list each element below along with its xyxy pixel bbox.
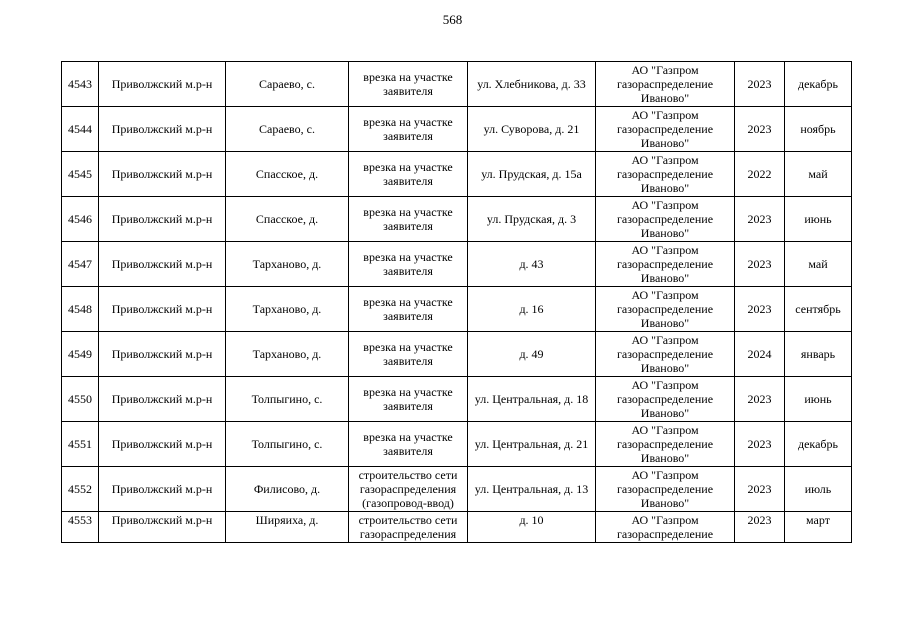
year-cell: 2024 — [735, 332, 785, 377]
locality-cell: Сараево, с. — [226, 107, 349, 152]
organization-cell: АО "Газпром газораспределение Иваново" — [596, 197, 735, 242]
table-row — [62, 287, 852, 332]
locality-cell: Тарханово, д. — [226, 287, 349, 332]
work-type-cell: врезка на участке заявителя — [349, 242, 468, 287]
month-cell: декабрь — [785, 422, 852, 467]
work-type-cell: врезка на участке заявителя — [349, 332, 468, 377]
table-row — [62, 107, 852, 152]
organization-cell: АО "Газпром газораспределение — [596, 512, 735, 543]
year-cell: 2023 — [735, 512, 785, 543]
year-cell: 2023 — [735, 197, 785, 242]
locality-cell: Тарханово, д. — [226, 332, 349, 377]
year-cell: 2023 — [735, 62, 785, 107]
year-cell: 2023 — [735, 422, 785, 467]
month-cell: июнь — [785, 197, 852, 242]
year-cell: 2022 — [735, 152, 785, 197]
locality-cell: Толпыгино, с. — [226, 422, 349, 467]
row-number: 4550 — [62, 377, 99, 422]
row-number: 4545 — [62, 152, 99, 197]
month-cell: июль — [785, 467, 852, 512]
table-row — [62, 62, 852, 107]
month-cell: май — [785, 152, 852, 197]
row-number: 4543 — [62, 62, 99, 107]
district-cell: Приволжский м.р-н — [99, 107, 226, 152]
district-cell: Приволжский м.р-н — [99, 422, 226, 467]
row-number: 4551 — [62, 422, 99, 467]
district-cell: Приволжский м.р-н — [99, 377, 226, 422]
work-type-cell: врезка на участке заявителя — [349, 197, 468, 242]
year-cell: 2023 — [735, 287, 785, 332]
address-cell: ул. Хлебникова, д. 33 — [468, 62, 596, 107]
work-type-cell: строительство сети газораспределения (газопровод-ввод) — [349, 467, 468, 512]
table-row — [62, 512, 852, 543]
month-cell: март — [785, 512, 852, 543]
table-row — [62, 377, 852, 422]
row-number: 4548 — [62, 287, 99, 332]
address-cell: д. 49 — [468, 332, 596, 377]
locality-cell: Филисово, д. — [226, 467, 349, 512]
row-number: 4553 — [62, 512, 99, 543]
address-cell: д. 16 — [468, 287, 596, 332]
district-cell: Приволжский м.р-н — [99, 242, 226, 287]
month-cell: сентябрь — [785, 287, 852, 332]
locality-cell: Сараево, с. — [226, 62, 349, 107]
address-cell: ул. Суворова, д. 21 — [468, 107, 596, 152]
gasification-table — [61, 61, 852, 543]
organization-cell: АО "Газпром газораспределение Иваново" — [596, 287, 735, 332]
work-type-cell: врезка на участке заявителя — [349, 377, 468, 422]
work-type-cell: врезка на участке заявителя — [349, 152, 468, 197]
month-cell: декабрь — [785, 62, 852, 107]
year-cell: 2023 — [735, 107, 785, 152]
month-cell: июнь — [785, 377, 852, 422]
locality-cell: Тарханово, д. — [226, 242, 349, 287]
work-type-cell: врезка на участке заявителя — [349, 287, 468, 332]
work-type-cell: врезка на участке заявителя — [349, 62, 468, 107]
row-number: 4549 — [62, 332, 99, 377]
work-type-cell: врезка на участке заявителя — [349, 422, 468, 467]
locality-cell: Спасское, д. — [226, 197, 349, 242]
address-cell: ул. Прудская, д. 15а — [468, 152, 596, 197]
locality-cell: Ширяиха, д. — [226, 512, 349, 543]
organization-cell: АО "Газпром газораспределение Иваново" — [596, 107, 735, 152]
district-cell: Приволжский м.р-н — [99, 197, 226, 242]
address-cell: ул. Центральная, д. 13 — [468, 467, 596, 512]
organization-cell: АО "Газпром газораспределение Иваново" — [596, 242, 735, 287]
row-number: 4544 — [62, 107, 99, 152]
month-cell: ноябрь — [785, 107, 852, 152]
row-number: 4546 — [62, 197, 99, 242]
work-type-cell: врезка на участке заявителя — [349, 107, 468, 152]
year-cell: 2023 — [735, 467, 785, 512]
locality-cell: Спасское, д. — [226, 152, 349, 197]
organization-cell: АО "Газпром газораспределение Иваново" — [596, 152, 735, 197]
district-cell: Приволжский м.р-н — [99, 332, 226, 377]
address-cell: ул. Центральная, д. 21 — [468, 422, 596, 467]
organization-cell: АО "Газпром газораспределение Иваново" — [596, 467, 735, 512]
address-cell: ул. Центральная, д. 18 — [468, 377, 596, 422]
address-cell: ул. Прудская, д. 3 — [468, 197, 596, 242]
table-row — [62, 467, 852, 512]
table-row — [62, 332, 852, 377]
address-cell: д. 43 — [468, 242, 596, 287]
locality-cell: Толпыгино, с. — [226, 377, 349, 422]
district-cell: Приволжский м.р-н — [99, 152, 226, 197]
address-cell: д. 10 — [468, 512, 596, 543]
organization-cell: АО "Газпром газораспределение Иваново" — [596, 62, 735, 107]
district-cell: Приволжский м.р-н — [99, 287, 226, 332]
table-row — [62, 242, 852, 287]
page-number: 568 — [442, 12, 463, 27]
row-number: 4552 — [62, 467, 99, 512]
organization-cell: АО "Газпром газораспределение Иваново" — [596, 332, 735, 377]
month-cell: январь — [785, 332, 852, 377]
year-cell: 2023 — [735, 377, 785, 422]
row-number: 4547 — [62, 242, 99, 287]
month-cell: май — [785, 242, 852, 287]
organization-cell: АО "Газпром газораспределение Иваново" — [596, 377, 735, 422]
table-row — [62, 152, 852, 197]
table-row — [62, 197, 852, 242]
table-row — [62, 422, 852, 467]
year-cell: 2023 — [735, 242, 785, 287]
district-cell: Приволжский м.р-н — [99, 467, 226, 512]
district-cell: Приволжский м.р-н — [99, 512, 226, 543]
district-cell: Приволжский м.р-н — [99, 62, 226, 107]
work-type-cell: строительство сети газораспределения — [349, 512, 468, 543]
organization-cell: АО "Газпром газораспределение Иваново" — [596, 422, 735, 467]
